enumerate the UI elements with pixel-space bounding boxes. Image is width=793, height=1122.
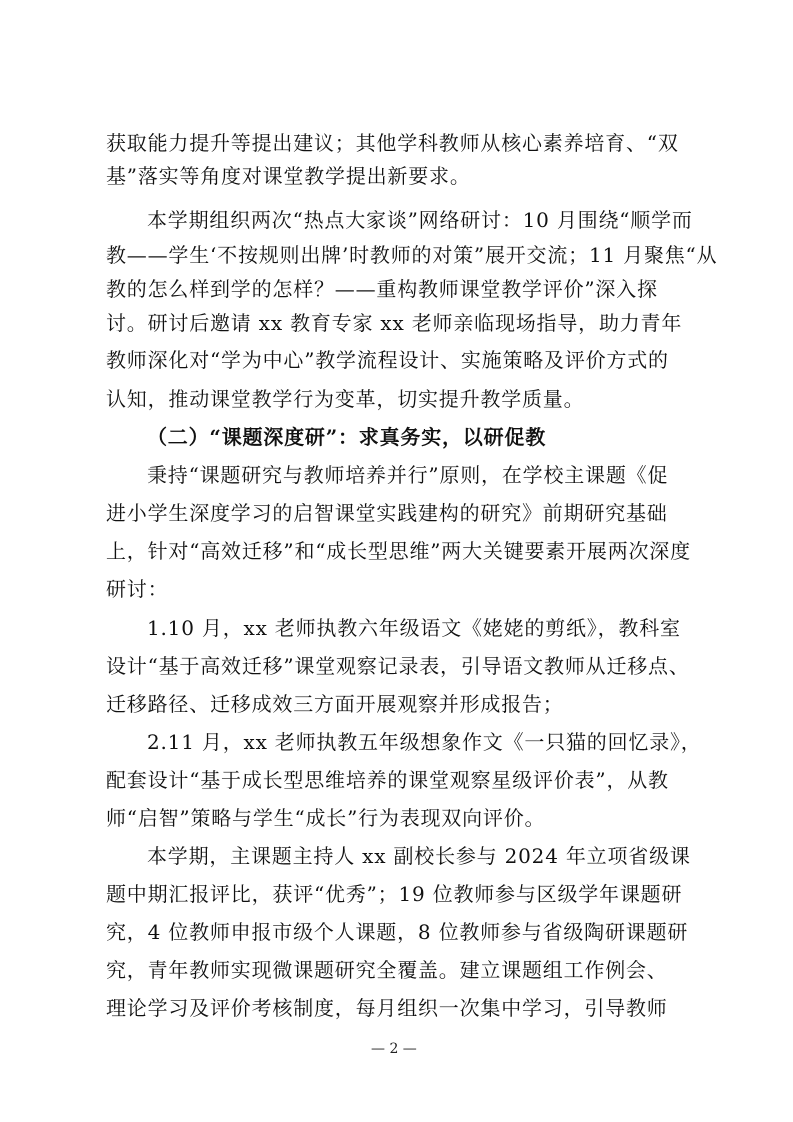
text-line: 秉持“课题研究与教师培养并行”原则，在学校主课题《促 [147, 463, 669, 487]
text-line: 上，针对“高效迁移”和“成长型思维”两大关键要素开展两次深度 [106, 539, 691, 563]
text-line: 理论学习及评价考核制度，每月组织一次集中学习，引导教师 [106, 996, 668, 1020]
section-heading: （二）“课题深度研”：求真务实，以研促教 [147, 425, 547, 449]
text-line: 设计“基于高效迁移”课堂观察记录表，引导语文教师从迁移点、 [106, 654, 690, 678]
text-line: 本学期组织两次“热点大家谈”网络研讨：10 月围绕“顺学而 [147, 208, 693, 232]
text-line: 1.10 月，xx 老师执教六年级语文《姥姥的剪纸》，教科室 [147, 616, 681, 640]
text-line: 究，4 位教师申报市级个人课题，8 位教师参与省级陶研课题研 [106, 920, 689, 944]
text-line: 教——学生‘不按规则出牌’时教师的对策”展开交流；11 月聚焦“从 [106, 243, 718, 267]
text-line: 基”落实等角度对课堂教学提出新要求。 [106, 164, 471, 188]
page-number: — 2 — [371, 1041, 417, 1057]
text-line: 迁移路径、迁移成效三方面开展观察并形成报告； [106, 692, 564, 716]
text-line: 2.11 月，xx 老师执教五年级想象作文《一只猫的回忆录》， [147, 730, 702, 754]
text-line: 讨。研讨后邀请 xx 教育专家 xx 老师亲临现场指导，助力青年 [106, 311, 683, 335]
text-line: 本学期，主课题主持人 xx 副校长参与 2024 年立项省级课 [147, 844, 691, 868]
text-line: 认知，推动课堂教学行为变革，切实提升教学质量。 [106, 387, 585, 411]
text-line: 获取能力提升等提出建议；其他学科教师从核心素养培育、“双 [106, 131, 679, 155]
text-line: 题中期汇报评比，获评“优秀”；19 位教师参与区级学年课题研 [106, 882, 683, 906]
text-line: 究，青年教师实现微课题研究全覆盖。建立课题组工作例会、 [106, 958, 668, 982]
text-line: 配套设计“基于成长型思维培养的课堂观察星级评价表”，从教 [106, 768, 669, 792]
text-line: 师“启智”策略与学生“成长”行为表现双向评价。 [106, 806, 546, 830]
text-line: 进小学生深度学习的启智课堂实践建构的研究》前期研究基础 [106, 501, 668, 525]
text-line: 教师深化对“学为中心”教学流程设计、实施策略及评价方式的 [106, 348, 669, 372]
text-line: 研讨： [106, 577, 169, 601]
text-line: 教的怎么样到学的怎样？——重构教师课堂教学评价”深入探 [106, 277, 658, 301]
